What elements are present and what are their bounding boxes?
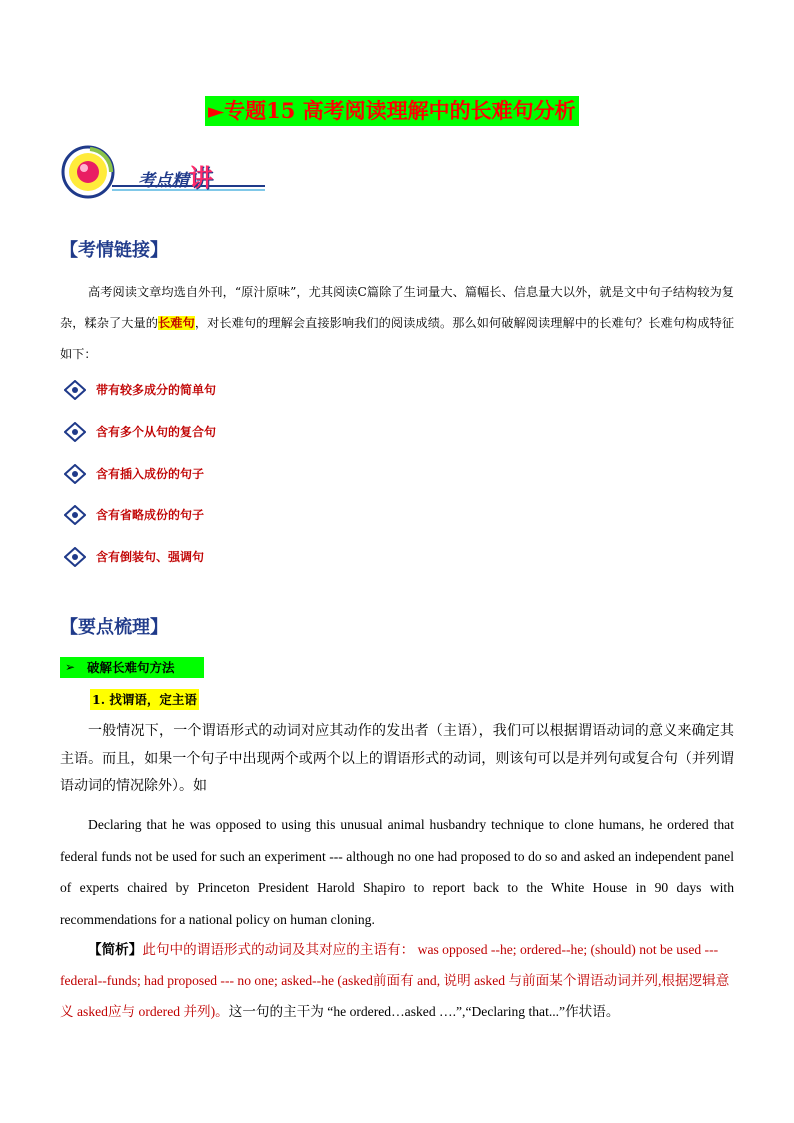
analysis-label: 【简析】 xyxy=(88,942,143,957)
logo-big-char: 讲 xyxy=(189,163,213,192)
intro-paragraph xyxy=(60,277,734,370)
arrow-bullet-icon: ➢ xyxy=(65,660,76,674)
logo-title xyxy=(138,158,213,193)
feature-item: 含有省略成份的句子 xyxy=(96,508,205,522)
feature-item: 含有倒装句、强调句 xyxy=(96,550,205,564)
diamond-bullet-icon xyxy=(64,380,86,400)
analysis-red-text: 此句中的谓语形式的动词及其对应的主语有： was opposed --he; ordered--he; (should) not be used ---federal--funds; had proposed --- no one; asked--he (asked前面有 and, 说明 asked 与前面某个谓语动词并列,根据逻辑意义 asked应与 ordered 并列)。 xyxy=(60,942,730,1019)
intro-highlight: 长难句 xyxy=(158,316,195,330)
analysis-paragraph xyxy=(60,934,734,1027)
diamond-bullet-icon xyxy=(64,422,86,442)
subheading-find-predicate: 1. 找谓语，定主语 xyxy=(90,689,199,710)
section-heading-yaodian: 【要点梳理】 xyxy=(60,617,168,638)
diamond-bullet-icon xyxy=(64,505,86,525)
feature-item: 含有插入成份的句子 xyxy=(96,467,205,481)
example-sentence: Declaring that he was opposed to using this unusual animal husbandry technique to clone humans, he ordered that federal funds not be used for such an experiment --- although no one had proposed to do so and asked an independent panel of experts chaired by Princeton President Harold Shapiro to report back to the White House in 90 days with recommendations for a national policy on human cloning. xyxy=(60,817,734,927)
feature-item: 含有多个从句的复合句 xyxy=(96,425,217,439)
explanation-paragraph: 一般情况下，一个谓语形式的动词对应其动作的发出者（主语），我们可以根据谓语动词的意义来确定其主语。而且，如果一个句子中出现两个或两个以上的谓语形式的动词，则该句可以是并列句或复合句（并列谓语动词的情况除外）。如 xyxy=(60,723,734,794)
method-heading: 破解长难句方法 xyxy=(87,660,175,675)
page-title: ►专题15 高考阅读理解中的长难句分析 xyxy=(205,96,579,126)
section-heading-kaoqing: 【考情链接】 xyxy=(60,240,168,261)
feature-item: 带有较多成分的简单句 xyxy=(96,383,217,397)
intro-text-before: 高考阅读文章均选自外刊，“原汁原味”，尤其阅读C篇除了生词量大、篇幅长、信息量大以外，就是文中句子结构较为复杂，糅杂了大量的 xyxy=(60,285,734,330)
diamond-bullet-icon xyxy=(64,464,86,484)
analysis-black-text: 这一句的主干为 “he ordered…asked ….”,“Declaring that...”作状语。 xyxy=(228,1004,620,1019)
diamond-bullet-icon xyxy=(64,547,86,567)
intro-text-after: ，对长难句的理解会直接影响我们的阅读成绩。那么如何破解阅读理解中的长难句？长难句构成特征如下： xyxy=(60,316,735,361)
logo-label: 考点精 xyxy=(138,171,189,191)
